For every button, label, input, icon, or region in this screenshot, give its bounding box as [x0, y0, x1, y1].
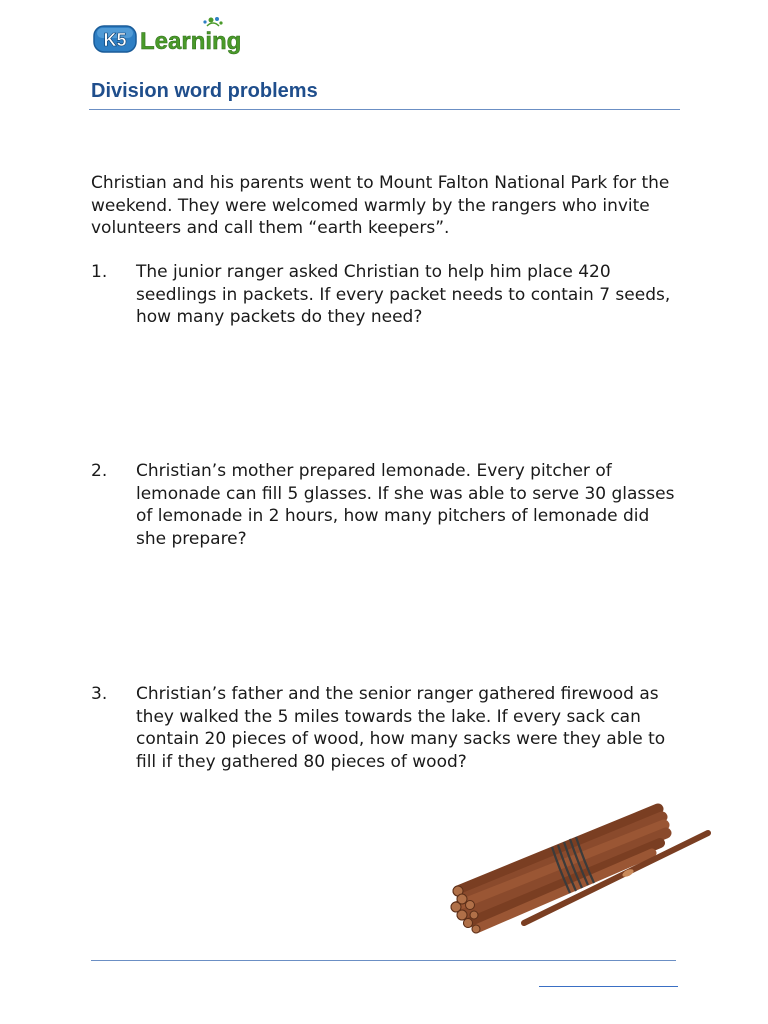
page-title: Division word problems [91, 80, 318, 102]
firewood-illustration [440, 795, 715, 935]
footer-divider [91, 960, 676, 961]
firewood-bundle-icon [440, 795, 715, 935]
problem-item [91, 460, 681, 550]
intro-paragraph: Christian and his parents went to Mount Falton National Park for the weekend. They were welcomed warmly by the rangers who invite volunteers and call them “earth keepers”. [91, 173, 670, 238]
k5-logo-icon [93, 14, 263, 60]
k5-learning-logo[interactable] [93, 14, 263, 60]
svg-text:Learning: Learning [140, 28, 242, 55]
problem-item [91, 261, 681, 329]
problem-item [91, 683, 681, 773]
title-divider [89, 109, 680, 110]
problem-number: 2. [91, 461, 108, 481]
footer-link-underline[interactable] [539, 986, 678, 987]
problem-number: 3. [91, 684, 108, 704]
svg-text:K5: K5 [103, 30, 127, 50]
problem-text: The junior ranger asked Christian to help him place 420 seedlings in packets. If every packet needs to contain 7 seeds, how many packets do they need? [136, 262, 671, 327]
problem-text: Christian’s father and the senior ranger gathered firewood as they walked the 5 miles towards the lake. If every sack can contain 20 pieces of wood, how many sacks were they able to fill if they gathered 80 pieces of wood? [136, 684, 666, 772]
problem-number: 1. [91, 262, 108, 282]
problem-text: Christian’s mother prepared lemonade. Every pitcher of lemonade can fill 5 glasses. If she was able to serve 30 glasses of lemonade in 2 hours, how many pitchers of lemonade did she prepare? [136, 461, 675, 549]
